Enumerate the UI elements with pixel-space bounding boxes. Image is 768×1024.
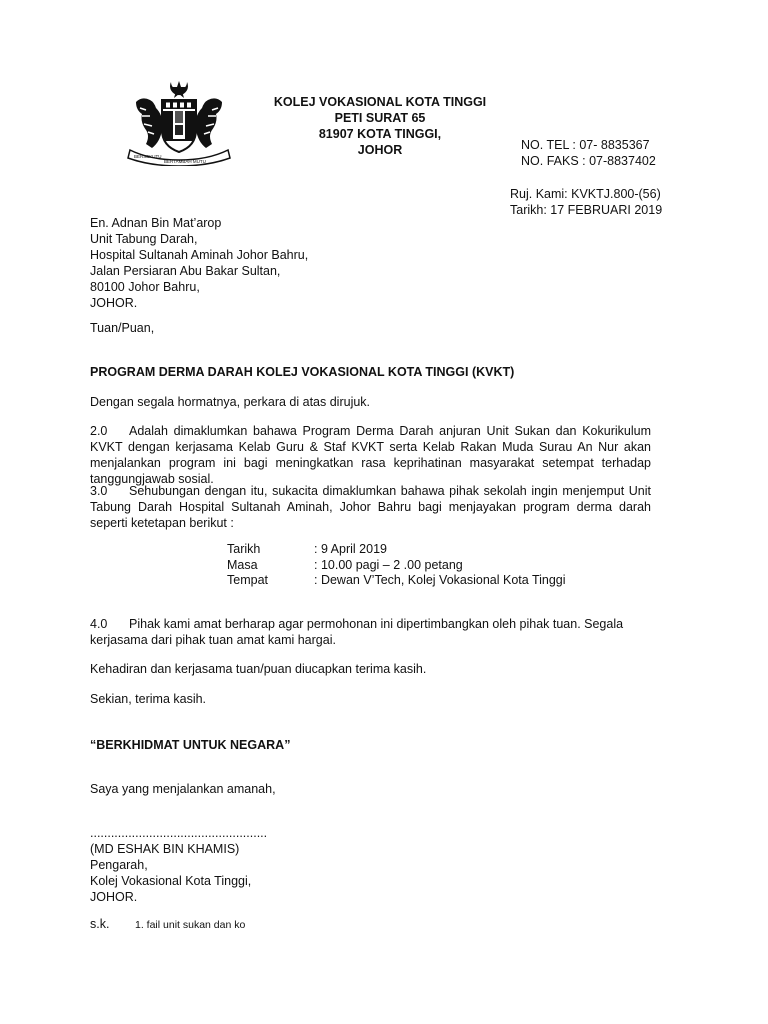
subject-heading: PROGRAM DERMA DARAH KOLEJ VOKASIONAL KOTA TINGGI (KVKT)	[90, 365, 515, 379]
reference-block	[510, 186, 662, 218]
paragraph-number: 3.0	[90, 484, 108, 498]
reference-number: Ruj. Kami: KVKTJ.800-(56)	[510, 187, 661, 201]
paragraph-3	[90, 483, 651, 531]
paragraph-text: Adalah dimaklumkan bahawa Program Derma Darah anjuran Unit Sukan dan Kokurikulum KVKT dengan kerjasama Kelab Guru & Staf KVKT serta Kelab Rakan Muda Surau An Nur akan menjalankan program ini bagi meningkatkan rasa keprihatinan masyarakat setempat terhadap tanggungjawab sosial.	[90, 424, 651, 486]
contact-block	[521, 137, 656, 169]
crest-motto-left: BERSEKUTU	[134, 154, 162, 159]
trust-line: Saya yang menjalankan amanah,	[90, 782, 276, 796]
recipient-line: En. Adnan Bin Mat’arop	[90, 216, 222, 230]
event-value: : Dewan V’Tech, Kolej Vokasional Kota Tinggi	[314, 573, 566, 587]
telephone: NO. TEL : 07- 8835367	[521, 138, 650, 152]
event-row	[227, 573, 566, 589]
shield-icon	[162, 100, 196, 152]
motto-line: “BERKHIDMAT UNTUK NEGARA”	[90, 738, 291, 752]
paragraph-number: 4.0	[90, 617, 108, 631]
fax: NO. FAKS : 07-8837402	[521, 154, 656, 168]
coat-of-arms-logo	[124, 78, 234, 166]
event-row	[227, 558, 566, 574]
recipient-line: Hospital Sultanah Aminah Johor Bahru,	[90, 248, 309, 262]
crest-motto-right: BERTAMBAH MUTU	[164, 159, 206, 164]
institution-name: KOLEJ VOKASIONAL KOTA TINGGI	[273, 95, 487, 109]
event-label: Tarikh	[227, 542, 261, 556]
signatory-name: (MD ESHAK BIN KHAMIS)	[90, 842, 240, 856]
signatory-title: Pengarah,	[90, 858, 148, 872]
state: JOHOR	[357, 143, 403, 157]
thanks-line: Kehadiran dan kerjasama tuan/puan diucapkan terima kasih.	[90, 662, 427, 676]
recipient-address	[90, 215, 308, 311]
recipient-line: 80100 Johor Bahru,	[90, 280, 200, 294]
cc-block	[90, 916, 245, 933]
tiger-right-icon	[196, 98, 222, 148]
paragraph-text: Sehubungan dengan itu, sukacita dimaklumkan bahawa pihak sekolah ingin menjemput Unit Tabung Darah Hospital Sultanah Aminah, Johor Bahru bagi menjayakan program derma darah seperti ketetapan berikut :	[90, 484, 651, 530]
tiger-left-icon	[136, 98, 162, 148]
paragraph-text: Pihak kami amat berharap agar permohonan ini dipertimbangkan oleh pihak tuan. Segala kerjasama dari pihak tuan amat kami hargai.	[90, 617, 624, 647]
event-label: Masa	[227, 557, 258, 572]
recipient-line: JOHOR.	[90, 296, 138, 310]
recipient-line: Jalan Persiaran Abu Bakar Sultan,	[90, 264, 281, 278]
letter-date: Tarikh: 17 FEBRUARI 2019	[510, 203, 663, 217]
closing-line: Sekian, terima kasih.	[90, 692, 207, 706]
recipient-line: Unit Tabung Darah,	[90, 232, 198, 246]
event-details	[227, 542, 566, 589]
cc-item: 1. fail unit sukan dan ko	[135, 919, 246, 931]
paragraph-2	[90, 423, 651, 487]
opening-line: Dengan segala hormatnya, perkara di atas dirujuk.	[90, 395, 371, 409]
salutation: Tuan/Puan,	[90, 321, 155, 335]
signature-block	[90, 825, 267, 905]
po-box: PETI SURAT 65	[334, 111, 426, 125]
event-row	[227, 542, 566, 558]
signatory-state: JOHOR.	[90, 890, 138, 904]
event-value: : 10.00 pagi – 2 .00 petang	[314, 557, 463, 572]
signature-dots: ...................................................	[90, 826, 268, 840]
paragraph-number: 2.0	[90, 424, 108, 438]
event-value: : 9 April 2019	[314, 542, 387, 556]
signatory-org: Kolej Vokasional Kota Tinggi,	[90, 874, 252, 888]
event-label: Tempat	[227, 573, 268, 587]
postcode-city: 81907 KOTA TINGGI,	[318, 127, 442, 141]
letterhead-block	[250, 94, 510, 158]
paragraph-4	[90, 616, 635, 648]
cc-label: s.k.	[90, 917, 110, 931]
